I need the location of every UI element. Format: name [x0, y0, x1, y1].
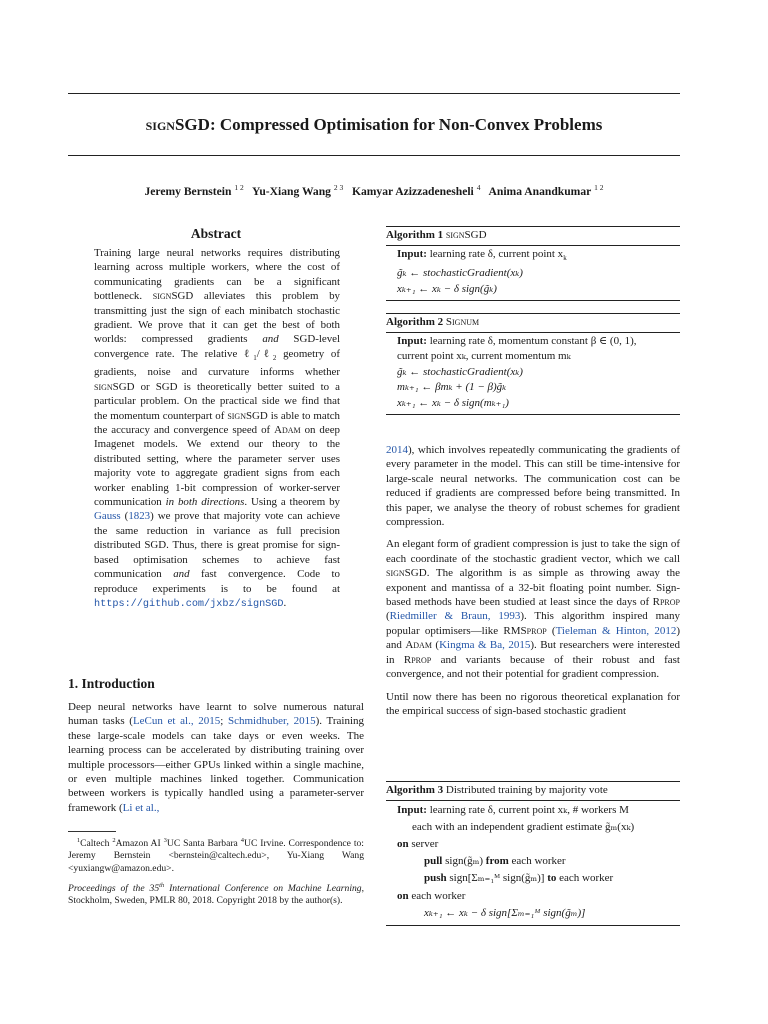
algo3-input-text-2: each with an independent gradient estimate g̃ₘ(xₖ)	[412, 820, 635, 833]
proceedings-rest: , Stockholm, Sweden, PMLR 80, 2018. Copyright 2018 by the author(s).	[68, 883, 364, 907]
abstract-text-8: . Using a theorem by	[244, 496, 340, 509]
title-bottom-rule	[68, 155, 680, 156]
algorithm-2-header	[386, 313, 680, 333]
author-2-aff: 2 3	[333, 183, 344, 192]
algo3-on-2: on	[397, 889, 409, 902]
algo1-input-label: Input:	[397, 247, 427, 260]
algorithm-1-label: Algorithm 1	[386, 229, 444, 241]
abstract-heading: Abstract	[190, 226, 242, 241]
right-signsgd: signSGD	[386, 567, 427, 580]
author-4-aff: 1 2	[594, 183, 604, 192]
author-2: Yu-Xiang Wang	[252, 184, 331, 198]
algo3-final-update: xₖ₊₁ ← xₖ − δ sign[Σₘ₌₁ᴹ sign(g̃ₘ)]	[424, 906, 586, 919]
abstract-and-1: and	[262, 333, 279, 346]
section-heading-introduction: 1. Introduction	[68, 676, 155, 691]
algo2-input-text-2: current point xₖ, current momentum mₖ	[397, 350, 571, 362]
abstract-text-11: .	[283, 596, 287, 609]
abstract-text-3: SGD-level convergence rate. The relative ℓ	[94, 333, 340, 360]
author-1: Jeremy Bernstein	[144, 184, 232, 198]
right-adam: Adam	[405, 639, 432, 652]
right-para-3: Until now there has been no rigorous theoretical explanation for the empirical success of sign-based stochastic gradient	[386, 690, 680, 717]
abstract-text-6: is able to match the accuracy and convergence speed of	[94, 409, 340, 437]
algo1-input-text: learning rate δ, current point x	[426, 247, 564, 260]
algorithm-2	[386, 313, 680, 415]
abstract-text-1: Training large neural networks requires distributing learning across multiple workers, where the cost of communicating gradients can be a significant bottleneck.	[94, 247, 340, 303]
abstract-and-2: and	[173, 568, 190, 581]
algo2-line-3: mₖ₊₁ ← βmₖ + (1 − β)g̃ₖ	[397, 381, 507, 393]
algo3-each-worker-3: each worker	[408, 889, 466, 902]
algo3-push-text: sign[Σₘ₌₁ᴹ sign(g̃ₘ)]	[446, 872, 548, 885]
algorithm-2-name: Signum	[445, 316, 480, 328]
algorithm-1-name: signSGD	[445, 229, 487, 241]
right-para-2b: . The algorithm is as simple as throwing away the exponent and mantissa of a 32-bit floating point number. Sign-based methods have been studied at least since the days of	[386, 567, 680, 609]
right-para-2f: and variants because of their robust and fast convergence, and not their potential for gradient compression.	[386, 653, 680, 681]
right-rprop-2: Rprop	[403, 653, 432, 666]
algo3-pull: pull	[424, 855, 443, 868]
author-4: Anima Anandkumar	[488, 184, 592, 198]
cite-tieleman[interactable]: Tieleman & Hinton, 2012	[555, 624, 677, 637]
algo2-input-label: Input:	[397, 334, 427, 347]
algo3-each-worker: each worker	[508, 855, 566, 868]
footnote-aff-4: UC Irvine. Correspondence to: Jeremy Bernstein <bernstein@caltech.edu>, Yu-Xiang Wang <yuxiangw@amazon.edu>.	[68, 838, 364, 874]
right-rmsprop: RMSprop	[503, 624, 547, 637]
proceedings-sup: th	[159, 882, 165, 889]
proceedings-italic-1: Proceedings of the 35	[68, 883, 160, 895]
algorithm-1-header	[386, 226, 680, 246]
right-column-body: 2014), which involves repeatedly communicating the gradients of every parameter in the model. This can still be time-intensive for large-scale neural networks. The communication cost can be reduced if gradients are compressed before being transmitted. In this paper, we analyse the theory of robust schemes for gradient compression. An elegant form of gradient compression is just to take the sign of each coordinate of the stochastic gradient vector, which we call signSGD. The algorithm is as simple as throwing away the exponent and mantissa of a 32-bit floating point number. Sign-based methods have been studied at least since the days of Rprop (Riedmiller & Braun, 1993). This algorithm inspired many popular optimisers—like RMSprop (Tieleman & Hinton, 2012) and Adam (Kingma & Ba, 2015). But researchers were interested in Rprop and variants because of their robust and fast convergence, and not their potential for gradient compression. Until now there has been no rigorous theoretical explanation for the empirical success of sign-based stochastic gradient	[386, 444, 681, 717]
algo3-server: server	[408, 837, 439, 850]
author-3: Kamyar Azizzadenesheli	[351, 184, 474, 198]
footnote-aff-3: UC Santa Barbara	[166, 838, 238, 850]
algorithm-1	[386, 226, 680, 301]
abstract-text-10: fast convergence. Code to reproduce experiments is to be found at	[94, 568, 340, 595]
abstract-signsgd-2: signSGD	[94, 380, 135, 393]
abstract-text-4: geometry of gradients, noise and curvature informs whether	[94, 347, 340, 379]
intro-sep: ;	[220, 715, 228, 728]
intro-text-1: Deep neural networks have learnt to solve numerous natural human tasks (	[68, 701, 364, 728]
abstract-text-2: alleviates this problem by transmitting just the sign of each minibatch stochastic gradient. We prove that it can get the best of both worlds: compressed gradients	[94, 290, 340, 346]
algorithm-3-name: Distributed training by majority vote	[445, 784, 608, 796]
algorithm-2-label: Algorithm 2	[386, 316, 444, 328]
abstract-text-3b: /ℓ	[256, 347, 273, 360]
title-signsgd: signSGD	[145, 115, 210, 134]
right-rprop: Rprop	[652, 596, 680, 609]
abstract-adam: Adam	[274, 424, 301, 437]
algo3-input-label: Input:	[397, 803, 427, 816]
algo3-to: to	[547, 872, 557, 885]
author-3-aff: 4	[476, 183, 481, 192]
abstract-text-9: we prove that majority vote can achieve the same reduction in variance as full precision distributed SGD. Thus, there is great promise for sign-based optimisation schemes to achieve fast communication	[94, 510, 340, 581]
algo3-on-1: on	[397, 837, 409, 850]
algorithm-1-body: Input: learning rate δ, current point $x_k$ g̃ₖ ← stochasticGradient(xₖ) xₖ₊₁ ← xₖ − δ sign(g̃ₖ)	[386, 246, 680, 302]
cite-schmidhuber[interactable]: Schmidhuber, 2015	[227, 715, 316, 728]
intro-text-2: ). Training these large-scale models can take days or even weeks. The learning process can be accelerated by distributing training over multiple processors—either GPUs linked within a single machine, or even multiple machines linked together. Communication between workers is typically handled using a parameter-server framework (	[68, 715, 364, 814]
cite-gauss-year[interactable]: 1823	[128, 510, 151, 523]
algo3-each-worker-2: each worker	[556, 872, 614, 885]
cite-lecun[interactable]: LeCun et al., 2015	[132, 715, 221, 728]
algorithm-3	[386, 781, 680, 926]
affiliation-footnote: $^1$Caltech $^2$Amazon AI $^3$UC Santa Barbara $^4$UC Irvine. Correspondence to: Jeremy Bernstein <bernstein@caltech.edu>, Yu-Xiang Wang <yuxiangw@amazon.edu>.	[68, 837, 364, 874]
footnote-aff-1: Caltech	[80, 838, 110, 850]
author-1-aff: 1 2	[234, 183, 244, 192]
abstract-signsgd-1: signSGD	[152, 290, 194, 303]
right-para-2a: An elegant form of gradient compression is just to take the sign of each coordinate of the stochastic gradient vector, which we call	[386, 538, 680, 565]
algo3-from: from	[485, 855, 509, 868]
algo2-line-2: g̃ₖ ← stochasticGradient(xₖ)	[397, 365, 523, 378]
cite-riedmiller[interactable]: Riedmiller & Braun, 1993	[389, 610, 521, 623]
algo3-pull-text: sign(g̃ₘ)	[442, 855, 486, 868]
algo1-line-2: g̃ₖ ← stochasticGradient(xₖ)	[397, 267, 523, 280]
abstract-both-directions: in both directions	[165, 496, 245, 509]
algo1-line-3: xₖ₊₁ ← xₖ − δ sign(g̃ₖ)	[397, 282, 497, 295]
title-rest: : Compressed Optimisation for Non-Convex Problems	[209, 115, 603, 134]
introduction-body	[68, 700, 364, 815]
algorithm-3-label: Algorithm 3	[386, 784, 444, 796]
proceedings-italic-2: International Conference on Machine Learning	[164, 883, 362, 895]
algorithm-3-body	[386, 801, 680, 926]
author-list	[68, 180, 680, 200]
algorithm-3-header	[386, 781, 680, 801]
cite-kingma[interactable]: Kingma & Ba, 2015	[439, 639, 531, 652]
code-url-link[interactable]: https://github.com/jxbz/signSGD	[94, 598, 284, 610]
algo2-input-text: learning rate δ, momentum constant β ∈ (0, 1),	[426, 334, 637, 347]
right-para-2c: ). This algorithm inspired many popular optimisers—like	[386, 610, 681, 637]
right-para-1: ), which involves repeatedly communicating the gradients of every parameter in the model. This can still be time-intensive for large-scale neural networks. The communication cost can be reduced if gradients are compressed before being transmitted. In this paper, we analyse the theory of robust schemes for gradient compression.	[386, 444, 680, 529]
footnote-aff-2: Amazon AI	[115, 838, 161, 850]
algo2-line-4: xₖ₊₁ ← xₖ − δ sign(mₖ₊₁)	[397, 396, 509, 409]
abstract-body: Training large neural networks requires distributing learning across multiple workers, where the cost of communicating gradients can be a significant bottleneck. signSGD alleviates this problem by transmitting just the sign of each minibatch stochastic gradient. We prove that it can get the best of both worlds: compressed gradients and SGD-level convergence rate. The relative ℓ$_1$/ℓ$_2$ geometry of gradients, noise and curvature informs whether signSGD or SGD is theoretically better suited to a particular problem. On the practical side we find that the momentum counterpart of signSGD is able to match the accuracy and convergence speed of Adam on deep Imagenet models. We extend our theory to the distributed setting, where the parameter server uses majority vote to aggregate gradient signs from each worker enabling 1-bit compression of worker-server communication in both directions. Using a theorem by Gauss (1823) we prove that majority vote can achieve the same reduction in variance as full precision distributed SGD. Thus, there is great promise for sign-based optimisation schemes to achieve fast communication and fast convergence. Code to reproduce experiments is to be found at https://github.com/jxbz/signSGD.	[94, 247, 340, 610]
proceedings-note	[68, 880, 364, 908]
abstract-text-5: or SGD is theoretically better suited to a particular problem. On the practical side we find that the momentum counterpart of	[94, 380, 340, 422]
right-para-2d: ) and	[386, 624, 680, 652]
cite-gauss[interactable]: Gauss	[94, 510, 121, 523]
abstract-text-7: on deep Imagenet models. We extend our theory to the distributed setting, where the parameter server uses majority vote to aggregate gradient signs from each worker enabling 1-bit compression of worker-server communication	[94, 424, 340, 509]
abstract-signsgd-3: signSGD	[227, 409, 268, 422]
cite-li-year[interactable]: 2014	[386, 444, 408, 456]
algo3-input-text: learning rate δ, current point xₖ, # workers M	[426, 803, 629, 816]
paper-title	[68, 113, 680, 137]
algorithm-2-body	[386, 333, 680, 416]
algo3-push: push	[424, 872, 447, 885]
right-para-2e: ). But researchers were interested in	[386, 639, 680, 666]
footnote-rule	[68, 831, 116, 832]
cite-li[interactable]: Li et al.,	[122, 801, 160, 814]
top-rule	[68, 93, 680, 94]
